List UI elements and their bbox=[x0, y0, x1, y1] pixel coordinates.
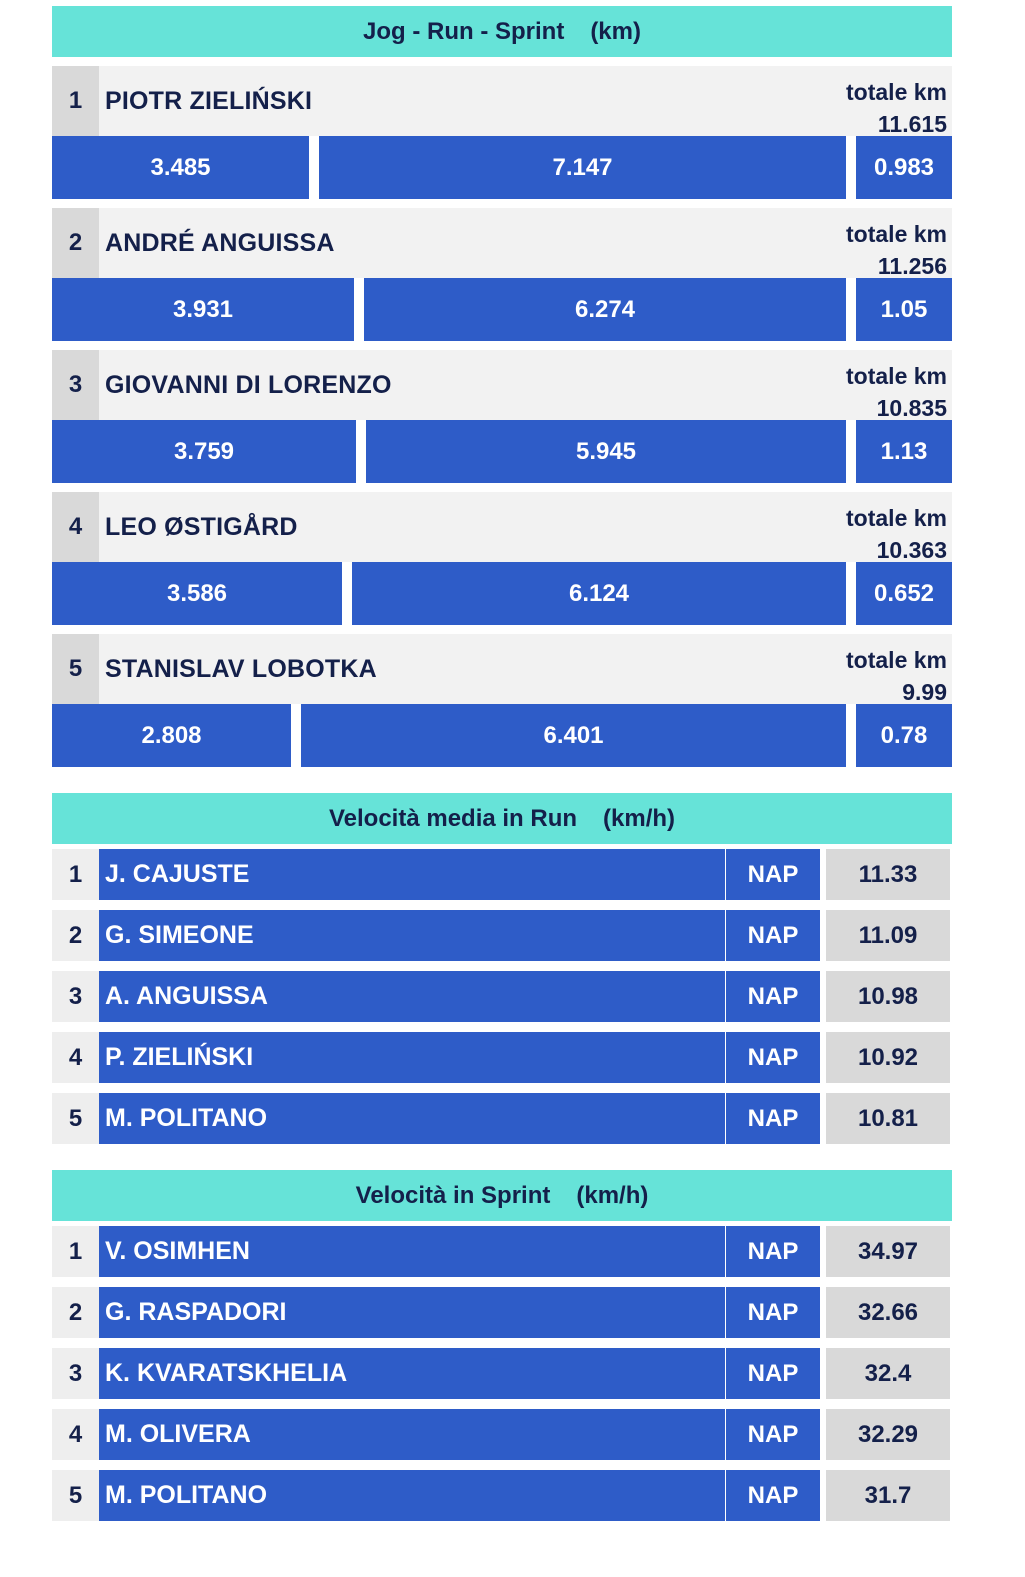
row-rank: 4 bbox=[52, 1032, 99, 1083]
stats-panel bbox=[52, 6, 952, 1521]
player-block bbox=[52, 634, 952, 767]
player-rank: 3 bbox=[52, 350, 99, 420]
player-rank: 2 bbox=[52, 208, 99, 278]
section-title: Velocità media in Run bbox=[328, 804, 578, 832]
total-label: totale km bbox=[846, 505, 947, 531]
row-team: NAP bbox=[726, 1093, 820, 1144]
table-row bbox=[52, 1226, 952, 1277]
row-team: NAP bbox=[726, 1348, 820, 1399]
total-label: totale km bbox=[846, 79, 947, 105]
row-player-name: M. OLIVERA bbox=[99, 1409, 725, 1460]
row-rank: 2 bbox=[52, 1287, 99, 1338]
row-value: 32.66 bbox=[826, 1287, 950, 1338]
row-value: 10.98 bbox=[826, 971, 950, 1022]
table-row bbox=[52, 1348, 952, 1399]
row-team: NAP bbox=[726, 849, 820, 900]
total-value: 11.256 bbox=[877, 253, 947, 279]
total-value: 10.835 bbox=[876, 395, 947, 421]
row-value: 11.33 bbox=[826, 849, 950, 900]
table-row bbox=[52, 1470, 952, 1521]
total-label: totale km bbox=[846, 363, 947, 389]
player-rank: 5 bbox=[52, 634, 99, 704]
row-rank: 3 bbox=[52, 971, 99, 1022]
row-player-name: G. SIMEONE bbox=[99, 910, 725, 961]
row-value: 10.92 bbox=[826, 1032, 950, 1083]
run-bar: 6.274 bbox=[364, 278, 846, 341]
row-team: NAP bbox=[726, 1226, 820, 1277]
player-total bbox=[846, 360, 947, 424]
table-row bbox=[52, 1287, 952, 1338]
run-bar: 5.945 bbox=[366, 420, 846, 483]
run-bar: 7.147 bbox=[319, 136, 846, 199]
row-team: NAP bbox=[726, 1287, 820, 1338]
row-rank: 5 bbox=[52, 1470, 99, 1521]
row-player-name: J. CAJUSTE bbox=[99, 849, 725, 900]
run-bar: 6.124 bbox=[352, 562, 846, 625]
row-rank: 1 bbox=[52, 1226, 99, 1277]
distance-bars bbox=[52, 562, 952, 625]
player-header bbox=[52, 350, 952, 420]
player-block bbox=[52, 350, 952, 483]
row-player-name: M. POLITANO bbox=[99, 1093, 725, 1144]
sprint-bar: 1.05 bbox=[856, 278, 952, 341]
row-player-name: P. ZIELIŃSKI bbox=[99, 1032, 725, 1083]
sprint-speed-table bbox=[52, 1226, 952, 1521]
player-header bbox=[52, 66, 952, 136]
row-player-name: G. RASPADORI bbox=[99, 1287, 725, 1338]
total-value: 11.615 bbox=[877, 111, 947, 137]
row-value: 32.4 bbox=[826, 1348, 950, 1399]
row-value: 32.29 bbox=[826, 1409, 950, 1460]
run-speed-table bbox=[52, 849, 952, 1144]
player-header bbox=[52, 634, 952, 704]
player-total bbox=[846, 502, 947, 566]
section-header-jog-run-sprint bbox=[52, 6, 952, 57]
sprint-bar: 0.652 bbox=[856, 562, 952, 625]
player-total bbox=[846, 218, 947, 282]
distance-bars bbox=[52, 278, 952, 341]
distance-bars bbox=[52, 420, 952, 483]
player-header bbox=[52, 208, 952, 278]
row-team: NAP bbox=[726, 971, 820, 1022]
row-rank: 4 bbox=[52, 1409, 99, 1460]
table-row bbox=[52, 1093, 952, 1144]
run-bar: 6.401 bbox=[301, 704, 846, 767]
row-value: 10.81 bbox=[826, 1093, 950, 1144]
row-rank: 5 bbox=[52, 1093, 99, 1144]
player-block bbox=[52, 208, 952, 341]
jog-bar: 3.931 bbox=[52, 278, 354, 341]
row-player-name: A. ANGUISSA bbox=[99, 971, 725, 1022]
row-player-name: M. POLITANO bbox=[99, 1470, 725, 1521]
section-unit: (km/h) bbox=[576, 1181, 649, 1209]
player-name: GIOVANNI DI LORENZO bbox=[105, 370, 392, 399]
row-value: 11.09 bbox=[826, 910, 950, 961]
section-title: Velocità in Sprint bbox=[355, 1181, 551, 1209]
player-rank: 4 bbox=[52, 492, 99, 562]
player-block bbox=[52, 66, 952, 199]
row-team: NAP bbox=[726, 1470, 820, 1521]
sprint-bar: 1.13 bbox=[856, 420, 952, 483]
jog-bar: 3.759 bbox=[52, 420, 356, 483]
player-header bbox=[52, 492, 952, 562]
distance-bars bbox=[52, 136, 952, 199]
row-player-name: K. KVARATSKHELIA bbox=[99, 1348, 725, 1399]
player-block bbox=[52, 492, 952, 625]
total-value: 9.99 bbox=[902, 679, 947, 705]
row-rank: 3 bbox=[52, 1348, 99, 1399]
table-row bbox=[52, 971, 952, 1022]
section-title: Jog - Run - Sprint bbox=[363, 17, 565, 45]
sprint-bar: 0.78 bbox=[856, 704, 952, 767]
row-team: NAP bbox=[726, 1032, 820, 1083]
jog-run-sprint-list bbox=[52, 66, 952, 767]
run-speed-section bbox=[52, 793, 952, 1144]
row-player-name: V. OSIMHEN bbox=[99, 1226, 725, 1277]
jog-bar: 2.808 bbox=[52, 704, 291, 767]
section-header-run-speed bbox=[52, 793, 952, 844]
row-value: 34.97 bbox=[826, 1226, 950, 1277]
distance-bars bbox=[52, 704, 952, 767]
section-header-sprint-speed bbox=[52, 1170, 952, 1221]
player-rank: 1 bbox=[52, 66, 99, 136]
row-rank: 1 bbox=[52, 849, 99, 900]
player-name: ANDRÉ ANGUISSA bbox=[105, 228, 335, 257]
total-label: totale km bbox=[846, 647, 947, 673]
row-team: NAP bbox=[726, 1409, 820, 1460]
jog-bar: 3.485 bbox=[52, 136, 309, 199]
player-total bbox=[846, 644, 947, 708]
jog-bar: 3.586 bbox=[52, 562, 342, 625]
player-name: PIOTR ZIELIŃSKI bbox=[105, 86, 313, 115]
table-row bbox=[52, 1032, 952, 1083]
section-unit: (km/h) bbox=[603, 804, 676, 832]
row-rank: 2 bbox=[52, 910, 99, 961]
table-row bbox=[52, 849, 952, 900]
sprint-speed-section bbox=[52, 1170, 952, 1521]
sprint-bar: 0.983 bbox=[856, 136, 952, 199]
table-row bbox=[52, 1409, 952, 1460]
table-row bbox=[52, 910, 952, 961]
player-name: LEO ØSTIGÅRD bbox=[105, 512, 298, 541]
row-team: NAP bbox=[726, 910, 820, 961]
section-unit: (km) bbox=[590, 17, 641, 45]
total-value: 10.363 bbox=[876, 537, 947, 563]
player-total bbox=[846, 76, 947, 140]
total-label: totale km bbox=[846, 221, 947, 247]
player-name: STANISLAV LOBOTKA bbox=[105, 654, 377, 683]
row-value: 31.7 bbox=[826, 1470, 950, 1521]
